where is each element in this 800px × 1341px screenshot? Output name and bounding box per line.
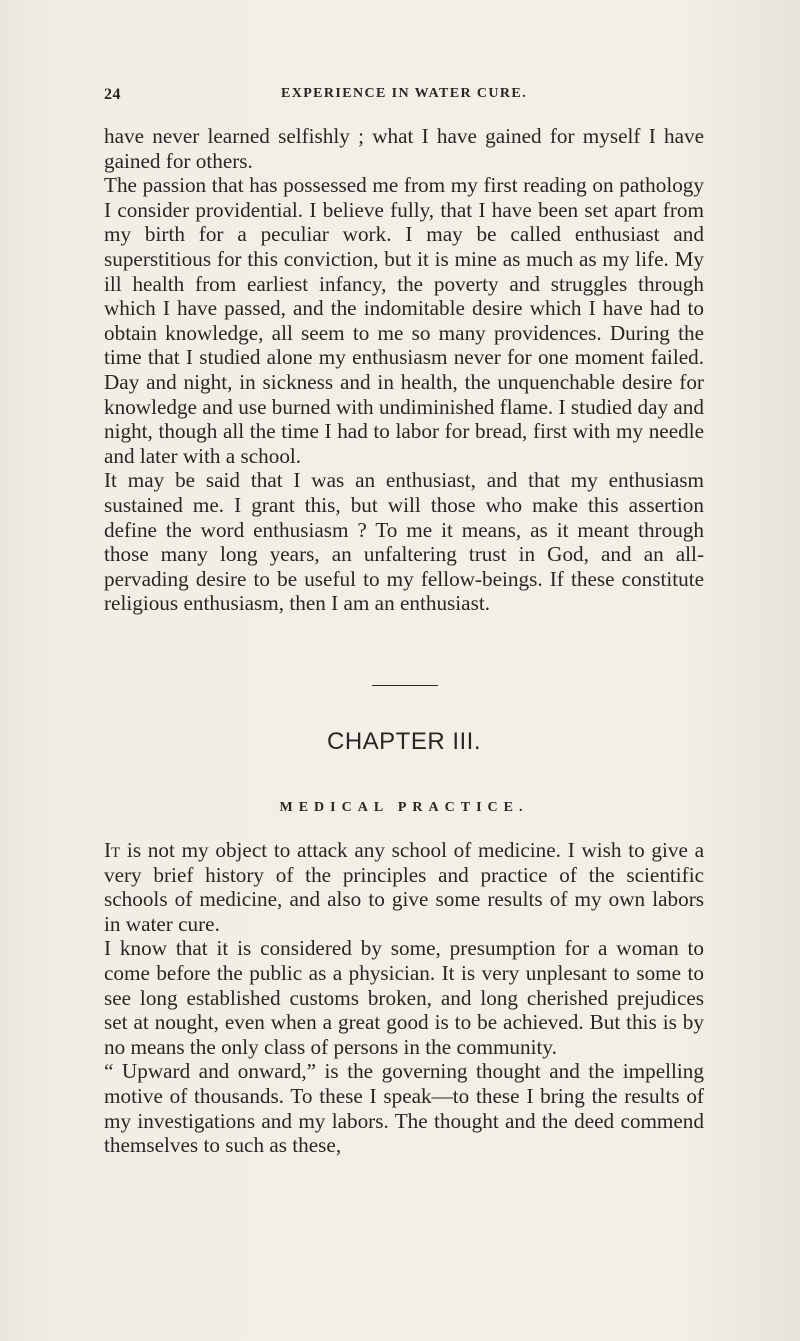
chapter-divider-rule: [372, 685, 438, 686]
chapter-paragraph: [104, 838, 704, 936]
chapter-body-text: [104, 838, 704, 1158]
paragraph: It may be said that I was an enthusiast, and that my enthusiasm sustained me. I grant this, but will those who make this assertion define the word enthusiasm ? To me it means, as it meant through those many long years, an unfaltering trust in God, and an all-pervading desire to be useful to my fellow-beings. If these constitute religious enthusiasm, then I am an enthusiast.: [104, 468, 704, 616]
chapter-paragraph: I know that it is considered by some, presumption for a woman to come before the public as a physician. It is very unplesant to some to see long established customs broken, and long cherished prejudices set at nought, even when a great good is to be achieved. But this is by no means the only class of persons in the community.: [104, 936, 704, 1059]
chapter-subtitle: MEDICAL PRACTICE.: [279, 800, 529, 815]
paragraph: have never learned selfishly ; what I have gained for myself I have gained for others.: [104, 124, 704, 173]
page-number: 24: [104, 86, 121, 103]
chapter-paragraph: “ Upward and onward,” is the governing thought and the impelling motive of thousands. To these I speak—to these I bring the results of my investigations and my labors. The thought and the deed commend themselves to such as these,: [104, 1059, 704, 1158]
page-header: [104, 86, 704, 110]
chapter-paragraph-text: is not my object to attack any school of medicine. I wish to give a very brief history of the principles and practice of the scientific schools of medicine, and also to give some results of my own labors in water cure.: [104, 838, 704, 936]
chapter-first-word: It: [104, 838, 121, 862]
body-text: [104, 124, 704, 616]
paragraph: The passion that has possessed me from my first reading on pathology I consider providential. I believe fully, that I have been set apart from my birth for a peculiar work. I may be called enthusiast and superstitious for this conviction, but it is mine as much as my life. My ill health from earliest infancy, the poverty and struggles through which I have passed, and the indomitable desire which I have had to obtain knowledge, all seem to me so many providences. During the time that I studied alone my enthusiasm never for one moment failed. Day and night, in sickness and in health, the unquenchable desire for knowledge and use burned with undiminished flame. I studied day and night, though all the time I had to labor for bread, first with my needle and later with a school.: [104, 173, 704, 468]
chapter-title: CHAPTER III.: [326, 728, 482, 755]
running-title: EXPERIENCE IN WATER CURE.: [280, 86, 528, 101]
